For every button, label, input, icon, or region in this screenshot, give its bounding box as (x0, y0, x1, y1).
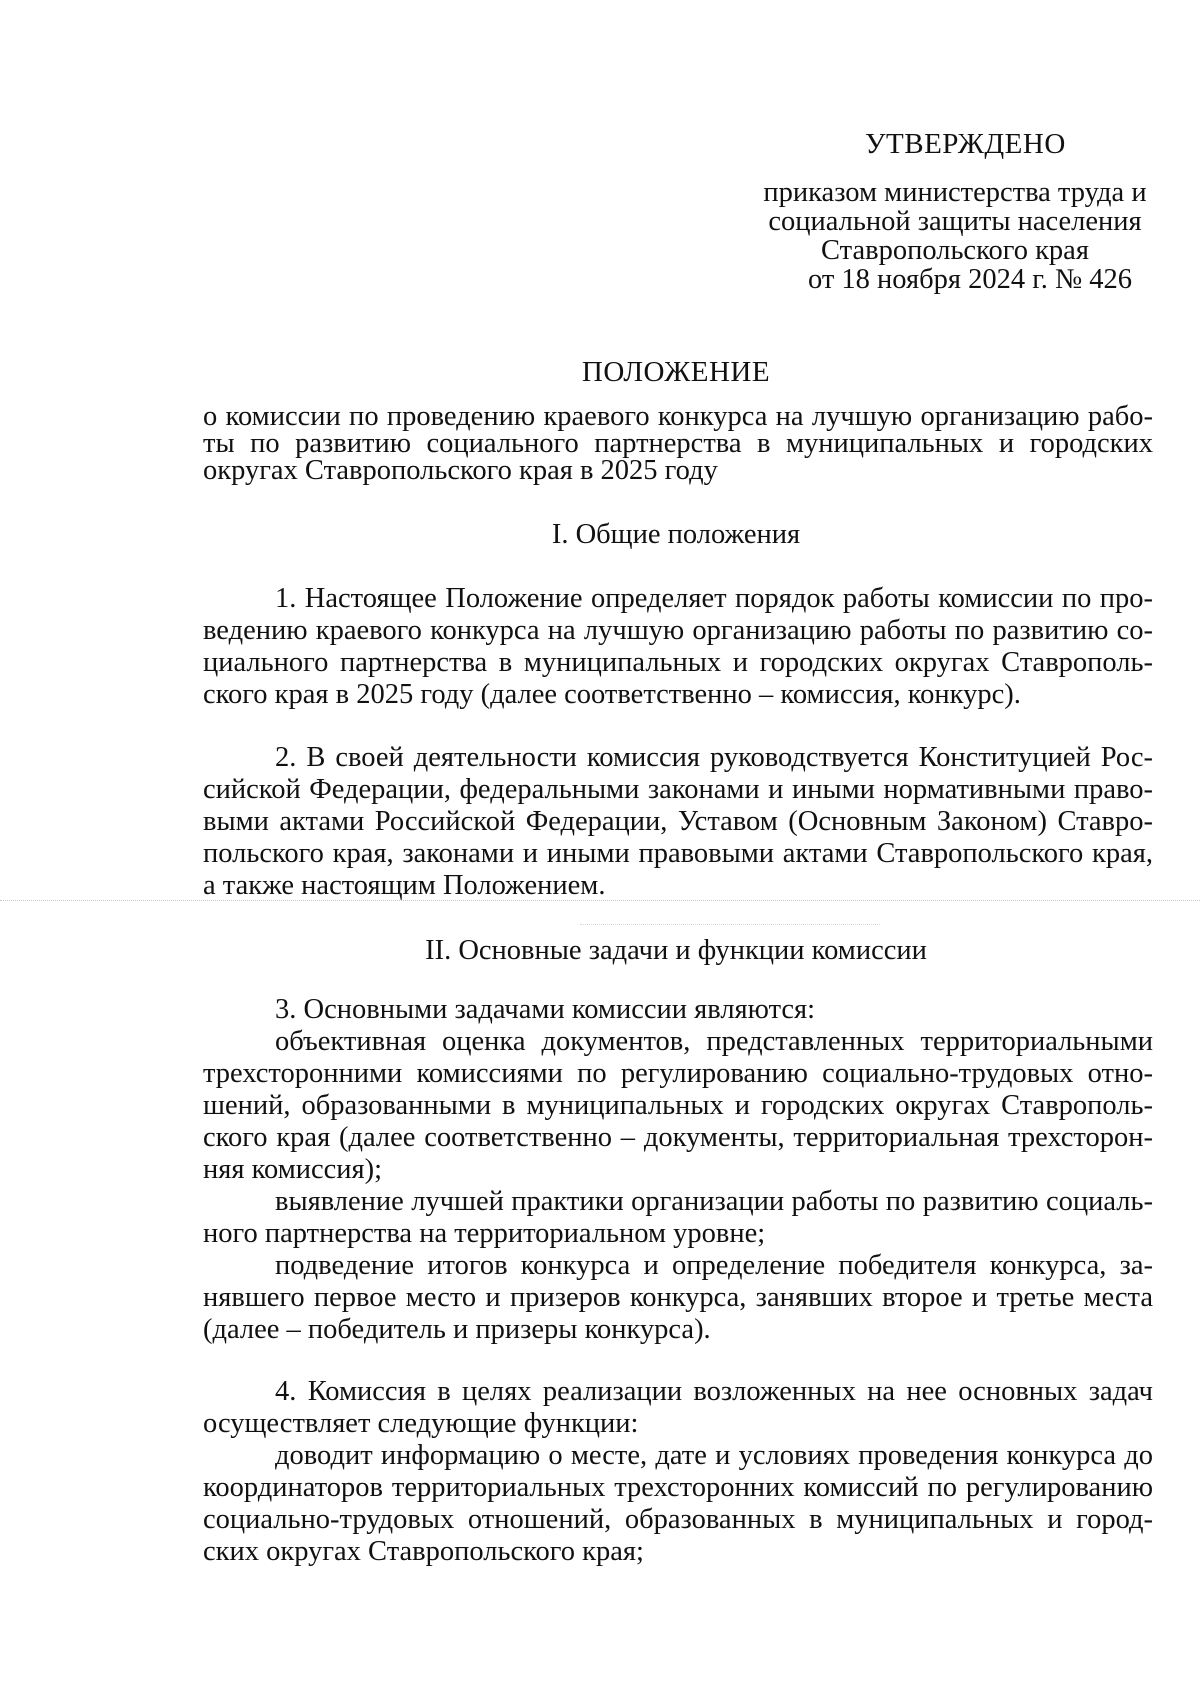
paragraph-line: доводит информацию о месте, дате и условиях проведения конкурса до (275, 1440, 1153, 1471)
document-subtitle (203, 403, 1153, 484)
paragraph-line: трехсторонними комиссиями по регулированию социально-трудовых отно- (203, 1058, 1153, 1089)
subtitle-line: округах Ставропольского края в 2025 году (203, 455, 718, 486)
paragraph-line: 1. Настоящее Положение определяет порядок работы комиссии по про- (275, 583, 1153, 614)
paragraph-line: ского края в 2025 году (далее соответственно – комиссия, конкурс). (203, 679, 1021, 710)
order-date-number: от 18 ноября 2024 г. № 426 (807, 264, 1133, 295)
paragraph-line: объективная оценка документов, представленных территориальными (275, 1026, 1153, 1057)
paragraph-line: ских округах Ставропольского края; (203, 1536, 644, 1567)
subtitle-line: ты по развитию социального партнерства в муниципальных и городских (203, 428, 1153, 459)
paragraph-line: выми актами Российской Федерации, Уставом (Основным Законом) Ставро- (203, 806, 1153, 837)
paragraph-line: ского края (далее соответственно – документы, территориальная трехсторон- (203, 1122, 1153, 1153)
order-line: социальной защиты населения (768, 206, 1142, 237)
order-line: приказом министерства труда и (763, 177, 1147, 208)
paragraph-4-item-a (203, 1440, 1153, 1568)
paragraph-line: 3. Основными задачами комиссии являются: (275, 994, 816, 1025)
paragraph-line: сийской Федерации, федеральными законами и иными нормативными право- (203, 774, 1153, 805)
paragraph-line: выявление лучшей практики организации работы по развитию социаль- (275, 1186, 1153, 1217)
order-reference (755, 178, 1155, 294)
paragraph-line: шений, образованными в муниципальных и городских округах Ставрополь- (203, 1090, 1153, 1121)
paragraph-2 (203, 742, 1153, 902)
paragraph-3-item-c (203, 1250, 1153, 1346)
scan-artifact-line (0, 900, 1200, 901)
section-1-title: I. Общие положения (551, 519, 801, 550)
paragraph-line: няя комиссия); (203, 1154, 383, 1185)
paragraph-line: социально-трудовых отношений, образованных в муниципальных и город- (203, 1504, 1153, 1535)
paragraph-3-item-b (203, 1186, 1153, 1250)
paragraph-line: польского края, законами и иными правовыми актами Ставропольского края, (203, 838, 1153, 869)
paragraph-line: а также настоящим Положением. (203, 870, 606, 901)
paragraph-1 (203, 583, 1153, 711)
paragraph-line: (далее – победитель и призеры конкурса). (203, 1314, 711, 1345)
paragraph-line: ведению краевого конкурса на лучшую организацию работы по развитию со- (203, 615, 1153, 646)
section-2-title: II. Основные задачи и функции комиссии (425, 935, 927, 966)
paragraph-3-item-a (203, 1026, 1153, 1186)
paragraph-3-lead (203, 994, 1153, 1026)
paragraph-line: подведение итогов конкурса и определение победителя конкурса, за- (275, 1250, 1153, 1281)
paragraph-line: координаторов территориальных трехсторонних комиссий по регулированию (203, 1472, 1153, 1503)
paragraph-line: ного партнерства на территориальном уровне; (203, 1218, 766, 1249)
paragraph-line: циального партнерства в муниципальных и городских округах Ставрополь- (203, 647, 1153, 678)
paragraph-line: осуществляет следующие функции: (203, 1408, 639, 1439)
paragraph-line: 4. Комиссия в целях реализации возложенных на нее основных задач (275, 1376, 1153, 1407)
subtitle-line: о комиссии по проведению краевого конкурса на лучшую организацию рабо- (203, 401, 1153, 432)
document-title: ПОЛОЖЕНИЕ (581, 356, 771, 388)
paragraph-4 (203, 1376, 1153, 1440)
order-line: Ставропольского края (821, 235, 1089, 266)
paragraph-line: 2. В своей деятельности комиссия руководствуется Конституцией Рос- (275, 742, 1153, 773)
scan-artifact-line (580, 924, 880, 925)
approved-heading: УТВЕРЖДЕНО (865, 128, 1066, 160)
paragraph-line: нявшего первое место и призеров конкурса, занявших второе и третье места (203, 1282, 1153, 1313)
